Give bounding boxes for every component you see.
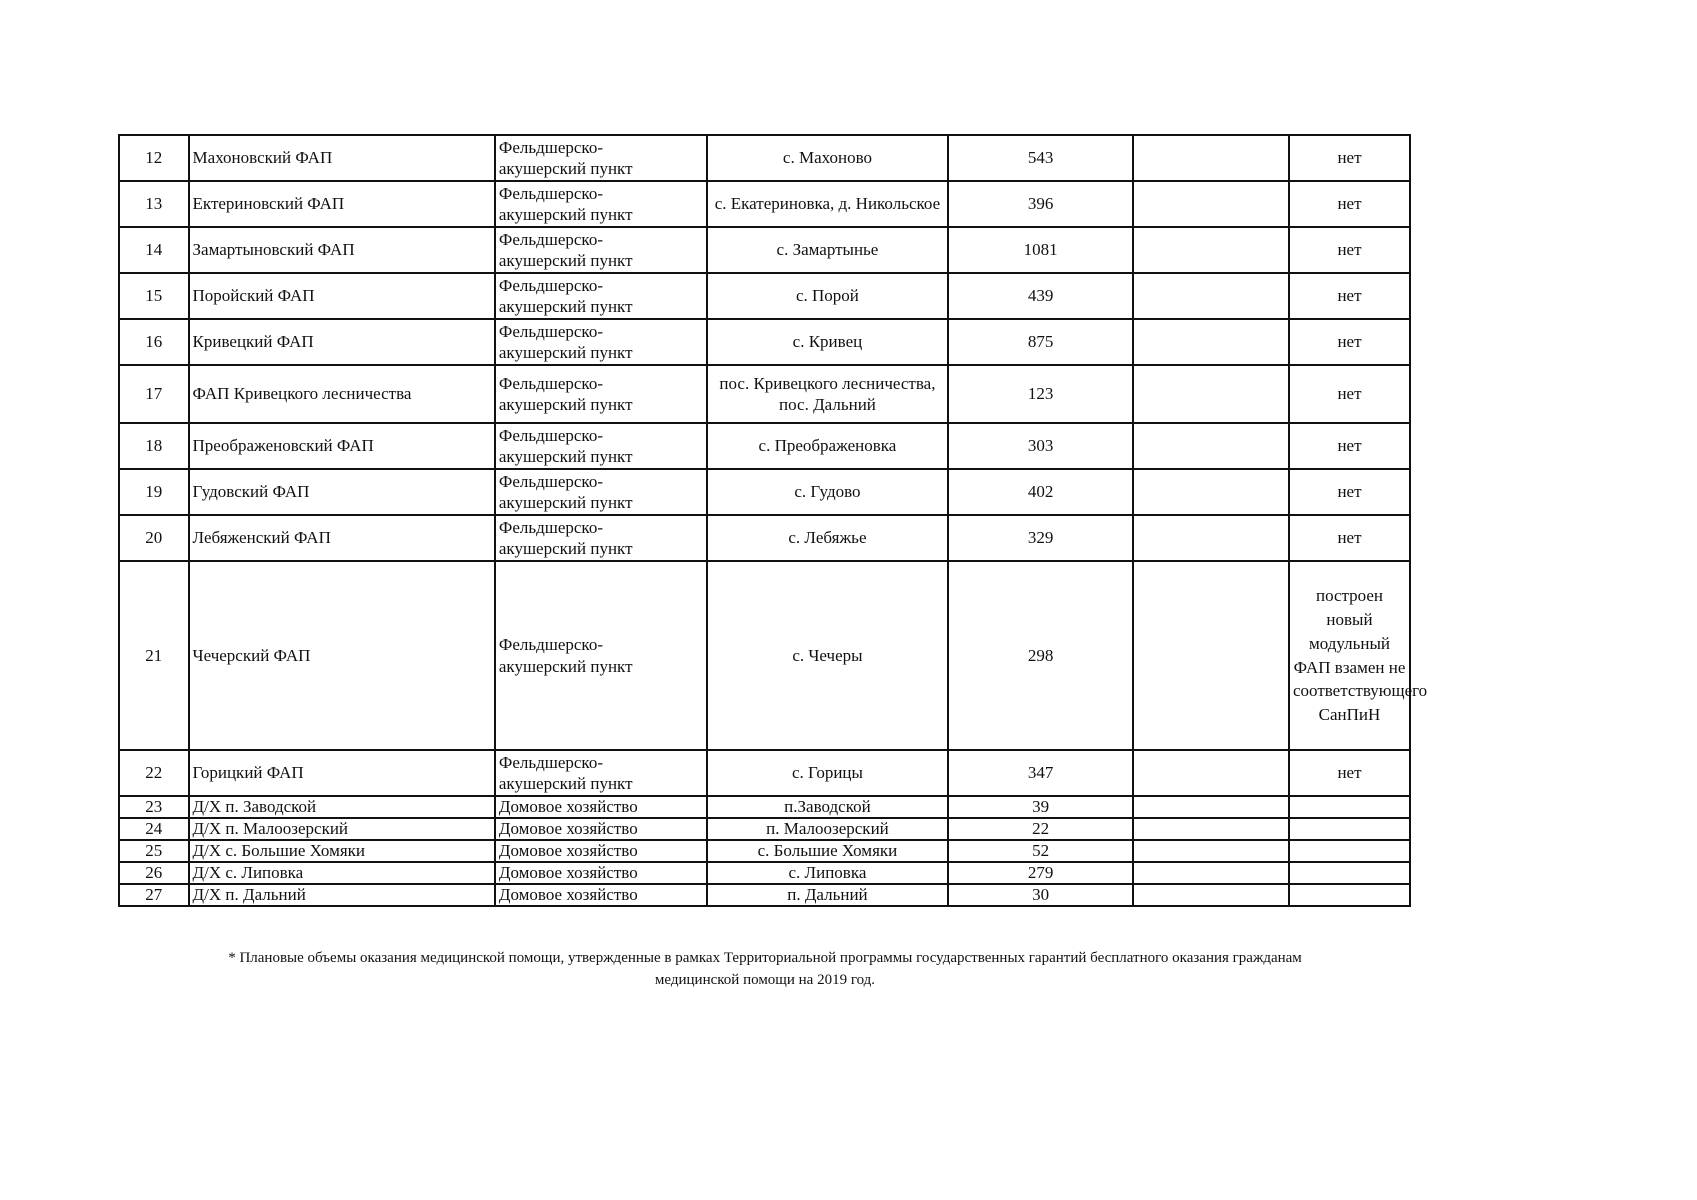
- note-cell: нет: [1289, 423, 1410, 469]
- facility-type-cell: [495, 319, 707, 365]
- table-row: [119, 750, 1410, 796]
- facility-name-cell: Д/Х с. Липовка: [189, 862, 495, 884]
- population-cell: 543: [948, 135, 1132, 181]
- table-row: [119, 840, 1410, 862]
- population-cell: 347: [948, 750, 1132, 796]
- location-cell: с. Большие Хомяки: [707, 840, 949, 862]
- facility-type-cell: [495, 561, 707, 750]
- facility-name-cell: Д/Х п. Малоозерский: [189, 818, 495, 840]
- facility-name-cell: Чечерский ФАП: [189, 561, 495, 750]
- row-number-cell: 13: [119, 181, 189, 227]
- facility-type-line-1: Фельдшерско-: [498, 137, 603, 157]
- facility-type-cell: [495, 796, 707, 818]
- facility-type-line-1: Домовое хозяйство: [498, 885, 638, 904]
- facility-name-cell: Кривецкий ФАП: [189, 319, 495, 365]
- table-row: [119, 469, 1410, 515]
- facility-type-cell: [495, 181, 707, 227]
- population-cell: 1081: [948, 227, 1132, 273]
- facility-name-cell: Гудовский ФАП: [189, 469, 495, 515]
- facility-type-line-2: акушерский пункт: [498, 251, 633, 270]
- note-cell: [1289, 840, 1410, 862]
- table-row: [119, 135, 1410, 181]
- facility-type-line-1: Фельдшерско-: [498, 752, 603, 772]
- facility-type-line-1: Домовое хозяйство: [498, 841, 638, 860]
- table-row: [119, 862, 1410, 884]
- population-cell: 329: [948, 515, 1132, 561]
- facility-type-line-2: акушерский пункт: [498, 343, 633, 362]
- location-cell: с. Преображеновка: [707, 423, 949, 469]
- location-cell: с. Лебяжье: [707, 515, 949, 561]
- facility-type-line-2: акушерский пункт: [498, 774, 633, 793]
- facility-type-cell: [495, 884, 707, 906]
- facility-name-cell: Махоновский ФАП: [189, 135, 495, 181]
- location-cell: с. Екатериновка, д. Никольское: [707, 181, 949, 227]
- location-cell: с. Чечеры: [707, 561, 949, 750]
- table-row: [119, 423, 1410, 469]
- extra-cell: [1133, 469, 1289, 515]
- facility-type-line-2: акушерский пункт: [498, 539, 633, 558]
- note-cell: [1289, 818, 1410, 840]
- extra-cell: [1133, 840, 1289, 862]
- note-cell: нет: [1289, 135, 1410, 181]
- facility-type-line-1: Фельдшерско-: [498, 425, 603, 445]
- location-cell: пос. Кривецкого лесничества, пос. Дальний: [707, 365, 949, 423]
- note-cell: построен новый модульный ФАП взамен не соответствующего СанПиН: [1289, 561, 1410, 750]
- row-number-cell: 21: [119, 561, 189, 750]
- table-row: [119, 796, 1410, 818]
- row-number-cell: 19: [119, 469, 189, 515]
- facility-name-cell: Лебяженский ФАП: [189, 515, 495, 561]
- location-cell: п.Заводской: [707, 796, 949, 818]
- facility-type-line-2: акушерский пункт: [498, 656, 633, 676]
- population-cell: 396: [948, 181, 1132, 227]
- population-cell: 875: [948, 319, 1132, 365]
- facility-type-cell: [495, 818, 707, 840]
- facility-name-cell: Горицкий ФАП: [189, 750, 495, 796]
- table-row: [119, 515, 1410, 561]
- row-number-cell: 22: [119, 750, 189, 796]
- table-row: [119, 181, 1410, 227]
- extra-cell: [1133, 227, 1289, 273]
- population-cell: 303: [948, 423, 1132, 469]
- population-cell: 52: [948, 840, 1132, 862]
- extra-cell: [1133, 750, 1289, 796]
- row-number-cell: 17: [119, 365, 189, 423]
- facility-type-line-1: Домовое хозяйство: [498, 863, 638, 882]
- table-row: [119, 319, 1410, 365]
- location-cell: с. Замартынье: [707, 227, 949, 273]
- note-cell: [1289, 884, 1410, 906]
- extra-cell: [1133, 135, 1289, 181]
- extra-cell: [1133, 818, 1289, 840]
- extra-cell: [1133, 319, 1289, 365]
- facilities-table-body: [119, 135, 1428, 906]
- population-cell: 22: [948, 818, 1132, 840]
- facility-name-cell: Преображеновский ФАП: [189, 423, 495, 469]
- facility-type-cell: [495, 515, 707, 561]
- extra-cell: [1133, 561, 1289, 750]
- facility-type-cell: [495, 135, 707, 181]
- note-cell: нет: [1289, 181, 1410, 227]
- row-number-cell: 27: [119, 884, 189, 906]
- facility-type-cell: [495, 423, 707, 469]
- row-number-cell: 26: [119, 862, 189, 884]
- facility-name-cell: Замартыновский ФАП: [189, 227, 495, 273]
- facility-type-line-1: Фельдшерско-: [498, 635, 603, 655]
- note-cell: нет: [1289, 515, 1410, 561]
- location-cell: с. Порой: [707, 273, 949, 319]
- facility-type-cell: [495, 862, 707, 884]
- note-cell: нет: [1289, 273, 1410, 319]
- extra-cell: [1133, 423, 1289, 469]
- row-number-cell: 24: [119, 818, 189, 840]
- table-row: [119, 273, 1410, 319]
- facility-type-cell: [495, 227, 707, 273]
- table-row: [119, 818, 1410, 840]
- row-number-cell: 23: [119, 796, 189, 818]
- facility-type-cell: [495, 365, 707, 423]
- note-cell: нет: [1289, 227, 1410, 273]
- facilities-table: [118, 134, 1428, 907]
- facility-type-line-1: Фельдшерско-: [498, 471, 603, 491]
- facility-type-line-2: акушерский пункт: [498, 205, 633, 224]
- population-cell: 298: [948, 561, 1132, 750]
- footnote: [130, 948, 1400, 992]
- extra-cell: [1133, 273, 1289, 319]
- table-row: [119, 884, 1410, 906]
- facility-type-line-1: Фельдшерско-: [498, 517, 603, 537]
- note-cell: [1289, 796, 1410, 818]
- table-row: [119, 365, 1410, 423]
- population-cell: 439: [948, 273, 1132, 319]
- population-cell: 402: [948, 469, 1132, 515]
- extra-cell: [1133, 515, 1289, 561]
- facility-type-line-1: Фельдшерско-: [498, 183, 603, 203]
- extra-cell: [1133, 884, 1289, 906]
- table-row: [119, 561, 1410, 750]
- footnote-line-1: * Плановые объемы оказания медицинской помощи, утвержденные в рамках Территориальной программы государственных гарантий бесплатного оказания гражданам: [228, 950, 1302, 966]
- note-cell: нет: [1289, 319, 1410, 365]
- facility-name-cell: Д/Х п. Дальний: [189, 884, 495, 906]
- facility-type-cell: [495, 469, 707, 515]
- facility-type-line-2: акушерский пункт: [498, 493, 633, 512]
- row-number-cell: 15: [119, 273, 189, 319]
- location-cell: п. Дальний: [707, 884, 949, 906]
- location-cell: с. Махоново: [707, 135, 949, 181]
- row-number-cell: 14: [119, 227, 189, 273]
- population-cell: 30: [948, 884, 1132, 906]
- location-cell: п. Малоозерский: [707, 818, 949, 840]
- facility-type-line-2: акушерский пункт: [498, 297, 633, 316]
- facility-type-line-1: Домовое хозяйство: [498, 819, 638, 838]
- location-cell: с. Кривец: [707, 319, 949, 365]
- row-number-cell: 18: [119, 423, 189, 469]
- row-number-cell: 12: [119, 135, 189, 181]
- extra-cell: [1133, 796, 1289, 818]
- facility-type-cell: [495, 750, 707, 796]
- population-cell: 279: [948, 862, 1132, 884]
- location-cell: с. Липовка: [707, 862, 949, 884]
- facility-name-cell: ФАП Кривецкого лесничества: [189, 365, 495, 423]
- extra-cell: [1133, 862, 1289, 884]
- row-number-cell: 16: [119, 319, 189, 365]
- footnote-line-2: медицинской помощи на 2019 год.: [654, 971, 876, 988]
- location-cell: с. Гудово: [707, 469, 949, 515]
- location-cell: с. Горицы: [707, 750, 949, 796]
- note-cell: [1289, 862, 1410, 884]
- population-cell: 123: [948, 365, 1132, 423]
- population-cell: 39: [948, 796, 1132, 818]
- note-cell: нет: [1289, 750, 1410, 796]
- facility-type-line-1: Фельдшерско-: [498, 229, 603, 249]
- facility-type-line-2: акушерский пункт: [498, 447, 633, 466]
- facility-name-cell: Д/Х с. Большие Хомяки: [189, 840, 495, 862]
- note-cell: нет: [1289, 365, 1410, 423]
- facility-name-cell: Д/Х п. Заводской: [189, 796, 495, 818]
- facility-type-line-1: Домовое хозяйство: [498, 797, 638, 816]
- note-cell: нет: [1289, 469, 1410, 515]
- facility-name-cell: Поройский ФАП: [189, 273, 495, 319]
- facility-type-line-2: акушерский пункт: [498, 159, 633, 178]
- facility-type-line-1: Фельдшерско-: [498, 373, 603, 393]
- extra-cell: [1133, 365, 1289, 423]
- facility-type-cell: [495, 273, 707, 319]
- facility-type-cell: [495, 840, 707, 862]
- row-number-cell: 25: [119, 840, 189, 862]
- facility-type-line-1: Фельдшерско-: [498, 321, 603, 341]
- facility-type-line-1: Фельдшерско-: [498, 275, 603, 295]
- extra-cell: [1133, 181, 1289, 227]
- table-row: [119, 227, 1410, 273]
- row-number-cell: 20: [119, 515, 189, 561]
- facility-type-line-2: акушерский пункт: [498, 395, 633, 414]
- facility-name-cell: Ектериновский ФАП: [189, 181, 495, 227]
